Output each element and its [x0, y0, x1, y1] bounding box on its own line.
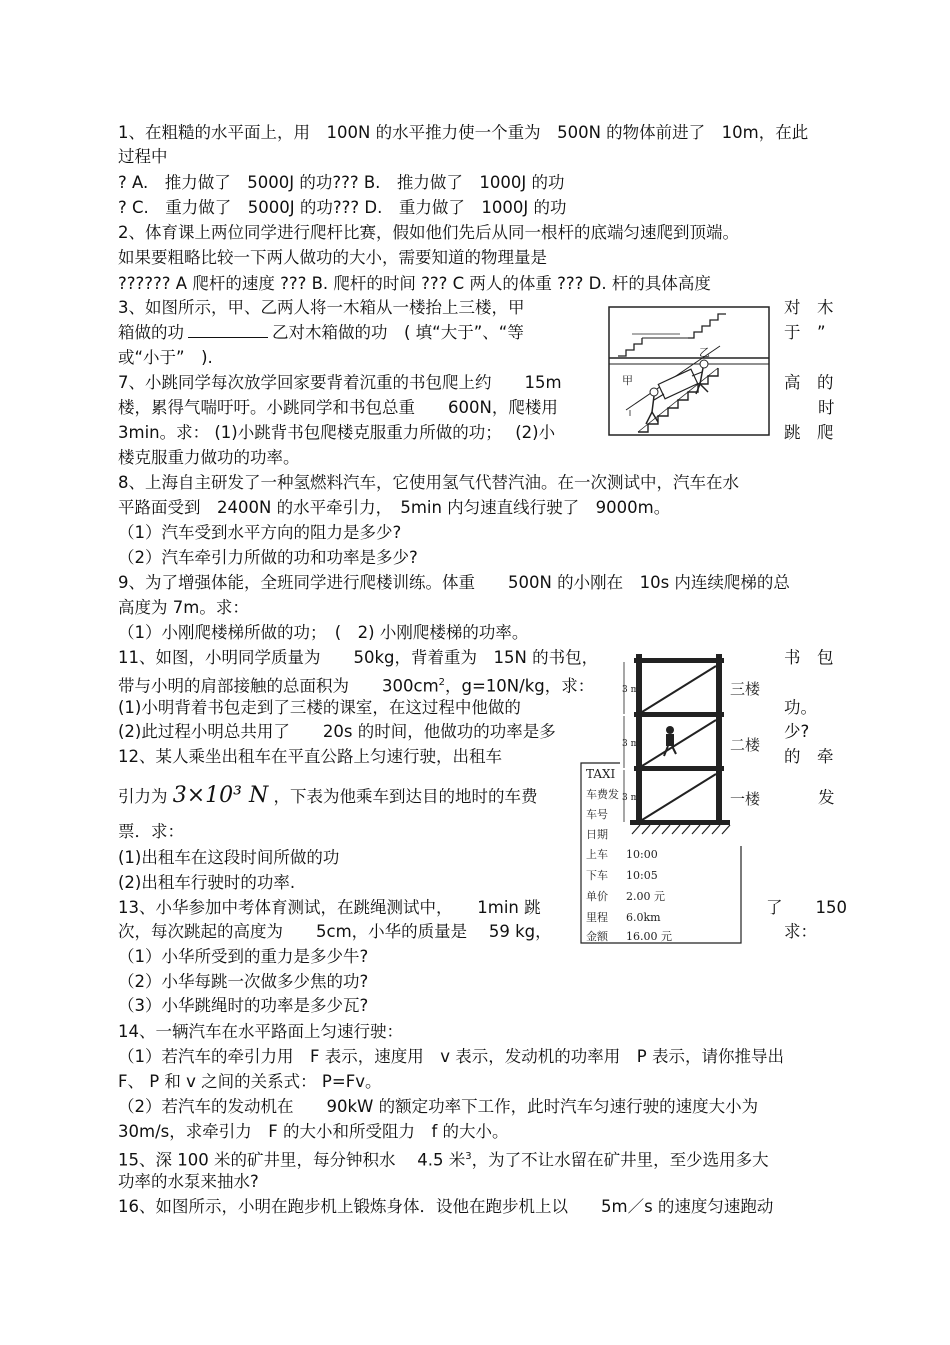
answer-blank[interactable]: [188, 323, 268, 338]
q13-sub3: （3）小华跳绳时的功率是多少瓦?: [118, 996, 369, 1015]
q7-line2: 楼，累得气喘吁吁。小跳同学和书包总重 600N，爬楼用: [118, 398, 558, 417]
superscript: 3: [465, 1151, 472, 1162]
q14-sub2-line1: （2）若汽车的发动机在 90kW 的额定功率下工作，此时汽车匀速行驶的速度大小为: [118, 1097, 759, 1116]
q1-option-ab: ? A. 推力做了 5000J 的功??? B. 推力做了 1000J 的功: [118, 173, 565, 192]
q14-sub1-line1: （1）若汽车的牵引力用 F 表示，速度用 v 表示，发动机的功率用 P 表示，请你推导出: [118, 1047, 784, 1066]
superscript: 2: [438, 677, 446, 688]
q11-line1: 11、如图，小明同学质量为 50kg，背着重为 15N 的书包，: [118, 648, 599, 667]
q2-line1: 2、体育课上两位同学进行爬杆比赛，假如他们先后从同一根杆的底端匀速爬到顶端。: [118, 223, 739, 242]
q7-line1: 7、小跳同学每次放学回家要背着沉重的书包爬上约 15m: [118, 373, 562, 392]
q12-line2: [118, 784, 538, 809]
floor-label-3: 三楼: [730, 680, 761, 698]
q9-line1: 9、为了增强体能，全班同学进行爬楼训练。体重 500N 的小刚在 10s 内连续爬梯的总: [118, 573, 790, 592]
stairs-figure: [608, 306, 770, 436]
q12-line2-right: 发: [818, 788, 835, 807]
taxi-receipt: [580, 762, 742, 944]
q11-line2-pre: 带与小明的肩部接触的总面积为 300cm: [118, 676, 439, 696]
q12-line1: 12、某人乘坐出租车在平直公路上匀速行驶，出租车: [118, 747, 502, 766]
receipt-key: 单价: [586, 890, 608, 903]
q11-sub2-right: 少?: [784, 722, 810, 741]
q3-line1: 3、如图所示，甲、乙两人将一木箱从一楼抬上三楼，甲: [118, 298, 525, 317]
q12-line3: 票．求：: [118, 822, 184, 841]
q13-line1-right: 了 150: [766, 898, 847, 917]
q7-line3-right: 跳 爬: [784, 423, 834, 442]
height-label-mid: 3 m: [622, 739, 640, 749]
receipt-key: 日期: [586, 828, 608, 841]
q3-line2-pre: 箱做的功: [118, 323, 184, 342]
q1-line1: 1、在粗糙的水平面上，用 100N 的水平推力使一个重为 500N 的物体前进了 10m，在此: [118, 123, 809, 142]
receipt-title: TAXI: [586, 767, 616, 781]
q8-sub1: （1）汽车受到水平方向的阻力是多少?: [118, 523, 402, 542]
q15-line2: 功率的水泵来抽水?: [118, 1172, 259, 1191]
receipt-value: 2.00 元: [626, 890, 665, 903]
q13-sub1: （1）小华所受到的重力是多少牛?: [118, 947, 369, 966]
q13-line2: 次，每次跳起的高度为 5cm，小华的质量是 59 kg，: [118, 922, 552, 941]
q1-option-cd: ? C. 重力做了 5000J 的功??? D. 重力做了 1000J 的功: [118, 198, 567, 217]
q14-line1: 14、一辆汽车在水平路面上匀速行驶：: [118, 1022, 403, 1041]
q11-sub1: (1)小明背着书包走到了三楼的课室，在这过程中他做的: [118, 698, 521, 717]
q9-line2: 高度为 7m。求：: [118, 598, 249, 617]
q8-sub2: （2）汽车牵引力所做的功和功率是多少?: [118, 548, 418, 567]
receipt-key: 车号: [586, 808, 608, 821]
q11-sub1-right: 功。: [784, 698, 817, 717]
receipt-key: 上车: [586, 848, 608, 861]
floor-label-1: 一楼: [730, 790, 761, 808]
receipt-value: 10:05: [626, 869, 658, 882]
q11-line2: [118, 671, 594, 699]
q3-line1-right: 对 木: [784, 298, 834, 317]
q12-line2-post: ，下表为他乘车到达目的地时的车费: [273, 787, 538, 806]
q11-line2-post: ，g=10N/kg，求：: [445, 676, 595, 696]
q15-line1-post: ，为了不让水留在矿井里，至少选用多大: [471, 1150, 769, 1170]
q7-line3: 3min。求： (1)小跳背书包爬楼克服重力所做的功； (2)小: [118, 423, 556, 442]
label-yi: 乙: [699, 346, 710, 359]
q14-sub2-line2: 30m/s，求牵引力 F 的大小和所受阻力 f 的大小。: [118, 1122, 509, 1141]
q13-sub2: （2）小华每跳一次做多少焦的功?: [118, 972, 369, 991]
floor-label-2: 二楼: [730, 736, 761, 754]
q3-line2: [118, 321, 524, 345]
q9-sub: （1）小刚爬楼梯所做的功； ( 2) 小刚爬楼梯的功率。: [118, 623, 529, 642]
height-label-top: 3 m: [622, 685, 640, 695]
q11-sub2: (2)此过程小明总共用了 20s 的时间，他做功的功率是多: [118, 722, 556, 741]
receipt-value: 10:00: [626, 848, 658, 861]
q12-sub2: (2)出租车行驶时的功率.: [118, 873, 296, 892]
receipt-value: 6.0km: [626, 911, 661, 924]
q7-line1-right: 高 的: [784, 373, 834, 392]
height-label-bottom: 3 m: [622, 793, 640, 803]
q7-line2-right: 时: [818, 398, 835, 417]
receipt-key: 车费发: [586, 788, 619, 801]
receipt-key: 下车: [586, 869, 608, 882]
receipt-key: 金额: [586, 930, 608, 943]
q12-sub1: (1)出租车在这段时间所做的功: [118, 848, 340, 867]
q11-line1-right: 书 包: [784, 648, 834, 667]
q8-line1: 8、上海自主研发了一种氢燃料汽车，它使用氢气代替汽油。在一次测试中，汽车在水: [118, 473, 739, 492]
force-formula: 3×10³ N: [172, 783, 269, 808]
q3-line2-post: 乙对木箱做的功 ( 填“大于”、“等: [272, 323, 524, 342]
q3-line2-right: 于 ”: [784, 323, 826, 342]
q13-line2-right: 求：: [784, 922, 817, 941]
q15-line1: [118, 1145, 769, 1173]
q2-line2: 如果要粗略比较一下两人做功的大小，需要知道的物理量是: [118, 248, 547, 267]
q2-options: ?????? A 爬杆的速度 ??? B. 爬杆的时间 ??? C 两人的体重 ??? D. 杆的具体高度: [118, 274, 711, 293]
q7-line4: 楼克服重力做功的功率。: [118, 448, 300, 467]
receipt-value: 16.00 元: [626, 930, 672, 943]
label-jia: 甲: [622, 374, 633, 387]
q14-sub1-line2: F、 P 和 v 之间的关系式： P=Fv。: [118, 1072, 382, 1091]
q1-line2: 过程中: [118, 147, 168, 166]
receipt-key: 里程: [586, 911, 608, 924]
q15-line1-pre: 15、深 100 米的矿井里，每分钟积水 4.5 米: [118, 1150, 466, 1170]
q12-line2-pre: 引力为: [118, 787, 168, 806]
q8-line2: 平路面受到 2400N 的水平牵引力， 5min 内匀速直线行驶了 9000m。: [118, 498, 671, 517]
q16-line1: 16、如图所示，小明在跑步机上锻炼身体．设他在跑步机上以 5m／s 的速度匀速跑动: [118, 1197, 774, 1216]
q3-line3: 或“小于” ).: [118, 348, 213, 367]
q13-line1: 13、小华参加中考体育测试，在跳绳测试中， 1min 跳: [118, 898, 541, 917]
q12-line1-right: 的 牵: [784, 747, 834, 766]
